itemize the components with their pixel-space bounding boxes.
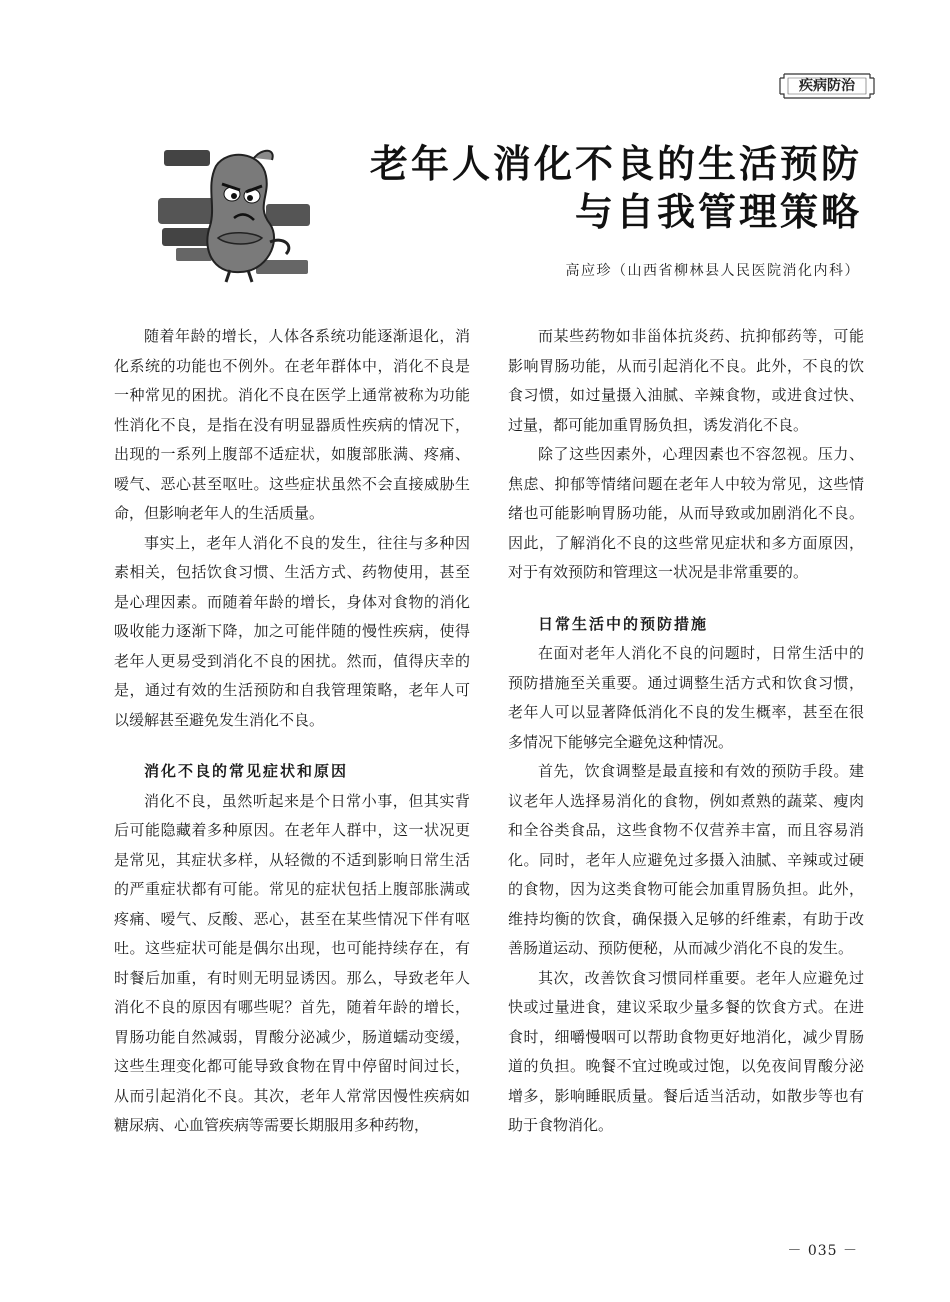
paragraph: 首先，饮食调整是最直接和有效的预防手段。建议老年人选择易消化的食物，例如煮熟的蔬菜、瘦肉和全谷类食品，这些食物不仅营养丰富，而且容易消化。同时，老年人应避免过多摄入油腻、辛辣或过硬的食物，因为这类食物可能会加重胃肠负担。此外，维持均衡的饮食，确保摄入足够的纤维素，有助于改善肠道运动、预防便秘，从而减少消化不良的发生。 [508, 762, 864, 957]
right-column [508, 322, 864, 1141]
article-title [370, 140, 862, 236]
angry-stomach-illustration [158, 146, 318, 286]
section-heading: 消化不良的常见症状和原因 [144, 762, 349, 780]
section-tag [778, 72, 876, 100]
paragraph: 其次，改善饮食习惯同样重要。老年人应避免过快或过量进食，建议采取少量多餐的饮食方式。在进食时，细嚼慢咽可以帮助食物更好地消化，减少胃肠道的负担。晚餐不宜过晚或过饱，以免夜间胃酸分泌增多，影响睡眠质量。餐后适当活动，如散步等也有助于食物消化。 [508, 968, 864, 1134]
title-line-2: 与自我管理策略 [574, 190, 862, 234]
paragraph: 除了这些因素外，心理因素也不容忽视。压力、焦虑、抑郁等情绪问题在老年人中较为常见，这些情绪也可能影响胃肠功能，从而导致或加剧消化不良。因此，了解消化不良的这些常见症状和多方面原因，对于有效预防和管理这一状况是非常重要的。 [508, 445, 864, 581]
left-column [114, 322, 470, 1141]
stomach-cartoon-icon [158, 146, 318, 286]
section-heading: 日常生活中的预防措施 [538, 614, 709, 633]
paragraph: 事实上，老年人消化不良的发生，往往与多种因素相关，包括饮食习惯、生活方式、药物使用，甚至是心理因素。而随着年龄的增长，身体对食物的消化吸收能力逐渐下降，加之可能伴随的慢性疾病，使得老年人更易受到消化不良的困扰。然而，值得庆幸的是，通过有效的生活预防和自我管理策略，老年人可以缓解甚至避免发生消化不良。 [114, 533, 470, 729]
section-tag-label: 疾病防治 [799, 78, 855, 94]
paragraph: 在面对老年人消化不良的问题时，日常生活中的预防措施至关重要。通过调整生活方式和饮食习惯，老年人可以显著降低消化不良的发生概率，甚至在很多情况下能够完全避免这种情况。 [508, 644, 864, 751]
author-byline: 高应珍（山西省柳林县人民医院消化内科） [565, 263, 860, 279]
paragraph: 随着年龄的增长，人体各系统功能逐渐退化，消化系统的功能也不例外。在老年群体中，消化不良是一种常见的困扰。消化不良在医学上通常被称为功能性消化不良，是指在没有明显器质性疾病的情况下，出现的一系列上腹部不适症状，如腹部胀满、疼痛、嗳气、恶心甚至呕吐。这些症状虽然不会直接威胁生命，但影响老年人的生活质量。 [114, 327, 470, 522]
paragraph: 而某些药物如非甾体抗炎药、抗抑郁药等，可能影响胃肠功能，从而引起消化不良。此外，不良的饮食习惯，如过量摄入油腻、辛辣食物，或进食过快、过量，都可能加重胃肠负担，诱发消化不良。 [508, 327, 864, 434]
paragraph: 消化不良，虽然听起来是个日常小事，但其实背后可能隐藏着多种原因。在老年人群中，这一状况更是常见，其症状多样，从轻微的不适到影响日常生活的严重症状都有可能。常见的症状包括上腹部胀满或疼痛、嗳气、反酸、恶心，甚至在某些情况下伴有呕吐。这些症状可能是偶尔出现，也可能持续存在，有时餐后加重，有时则无明显诱因。那么，导致老年人消化不良的原因有哪些呢？首先，随着年龄的增长，胃肠功能自然减弱，胃酸分泌减少，肠道蠕动变缓，这些生理变化都可能导致食物在胃中停留时间过长，从而引起消化不良。其次，老年人常常因慢性疾病如糖尿病、心血管疾病等需要长期服用多种药物， [114, 791, 470, 1134]
title-line-1: 老年人消化不良的生活预防 [369, 142, 862, 186]
page-number: － 035 － [787, 1243, 858, 1259]
